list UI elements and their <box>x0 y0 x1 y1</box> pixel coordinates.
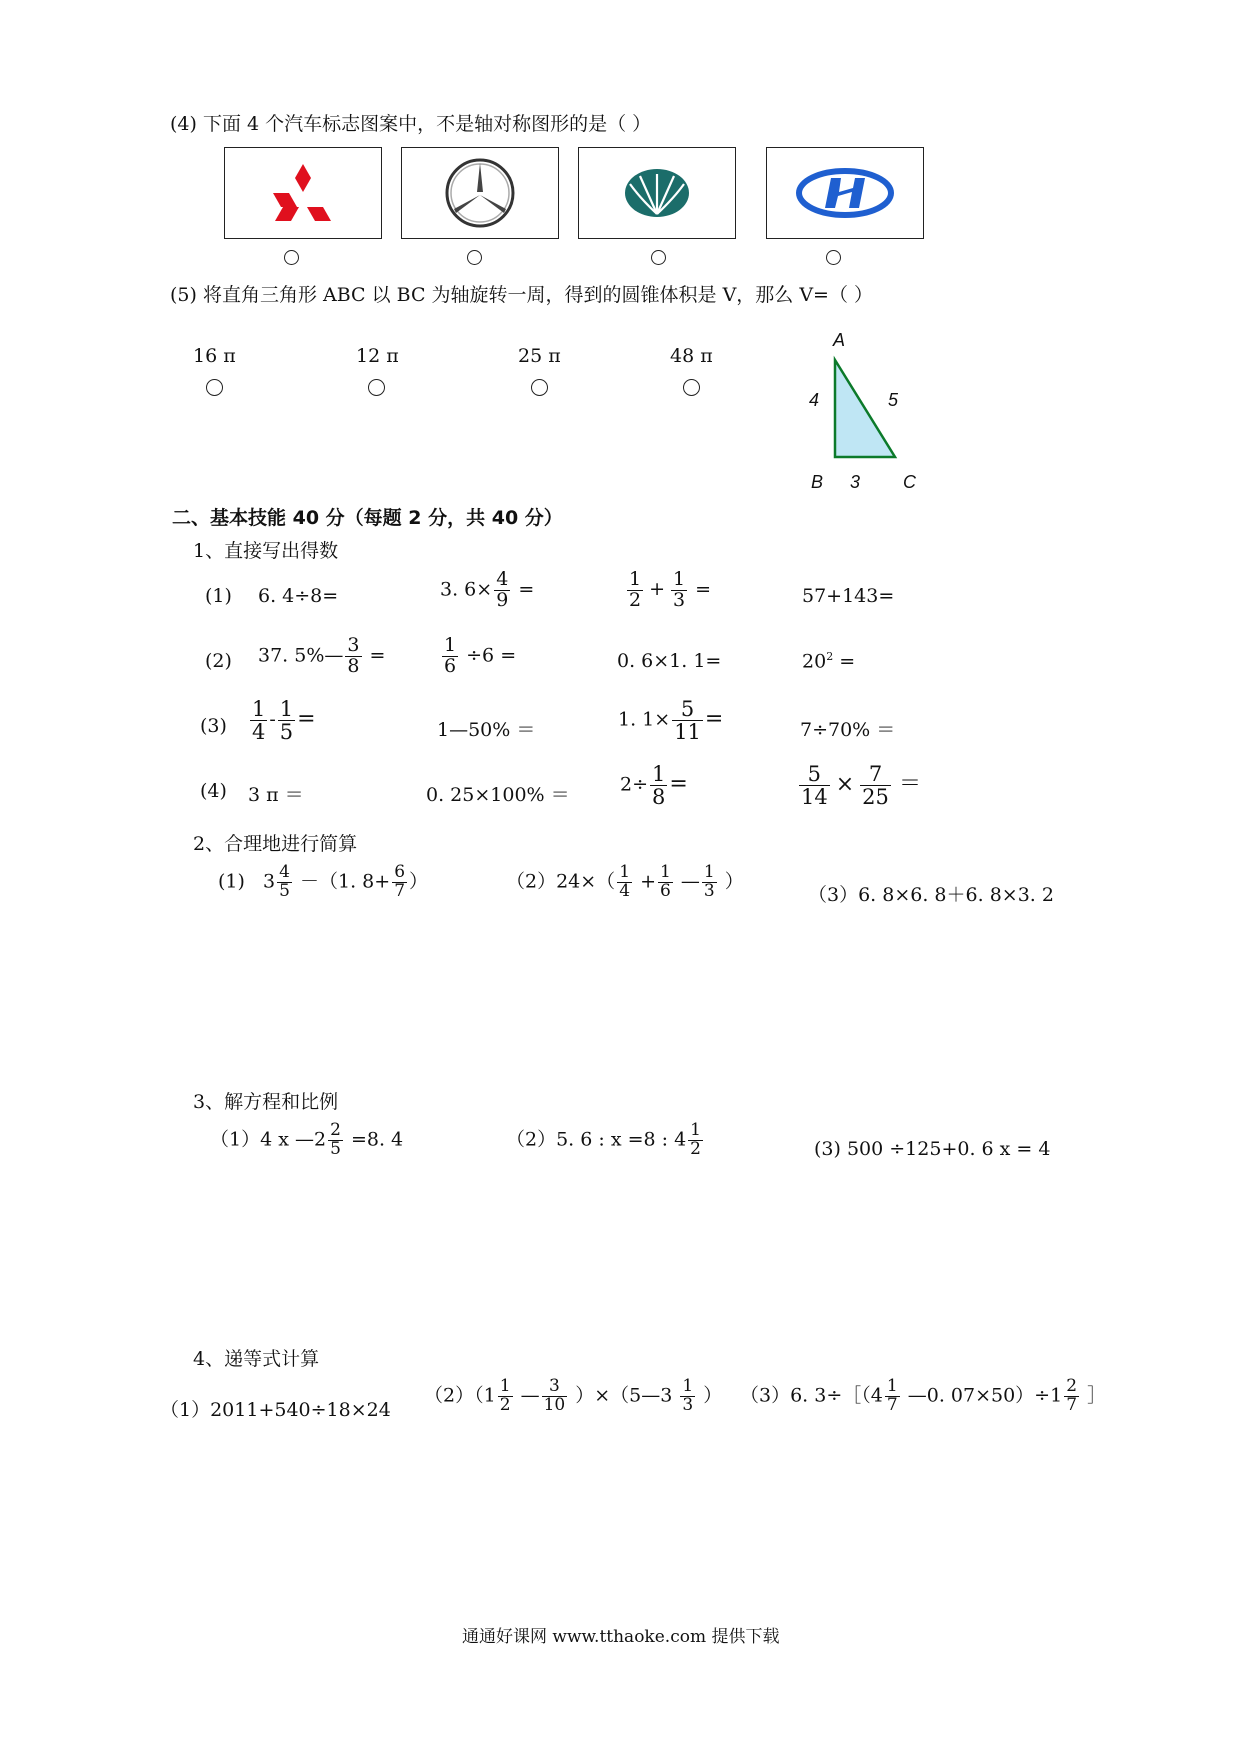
q5-option-1-radio[interactable] <box>206 379 223 396</box>
p1-r1-c: $\frac{1}{2}$ + $\frac{1}{3}$ = <box>629 568 712 611</box>
p1-r4-label: (4) <box>200 780 227 802</box>
side-ac-label: 5 <box>888 390 899 410</box>
p1-r2-d: $20^2$ = <box>802 650 856 673</box>
p1-r4-a: 3 π ＝ <box>248 784 304 806</box>
p1-r3-c: 1. 1× $\frac{5}{11}$ = <box>618 697 724 745</box>
p1-r2-c: 0. 6×1. 1= <box>617 650 722 672</box>
p4-item-3: （3）6. 3÷［（4 $\frac{1}{7}$ —0. 07×50）÷1 $\frac{2}{7}$ ］ <box>740 1376 1107 1415</box>
p1-r4-d: $\frac{5}{14}$ × $\frac{7}{25}$ ＝ <box>801 762 921 810</box>
p1-r4-b: 0. 25×100% ＝ <box>426 784 570 806</box>
p1-r1-b: 3. 6× $\frac{4}{9}$ = <box>440 568 535 611</box>
p2-item-3: （3）6. 8×6. 8＋6. 8×3. 2 <box>808 884 1054 906</box>
q5-option-4-label: 48 π <box>670 345 713 367</box>
p1-r2-a: 37. 5%— $\frac{3}{8}$ = <box>258 634 386 677</box>
q5-option-4-radio[interactable] <box>683 379 700 396</box>
p1-r1-a: 6. 4÷8= <box>258 585 339 607</box>
p2-item-1: (1) 3 $\frac{4}{5}$ －（1. 8+ $\frac{6}{7}$ ） <box>218 862 429 901</box>
logo-option-1 <box>224 147 382 239</box>
hyundai-logo-icon <box>795 166 895 220</box>
p1-r3-label: (3) <box>200 715 227 737</box>
q5-option-3-label: 25 π <box>518 345 561 367</box>
p1-r1-label: (1) <box>205 585 232 607</box>
q5-option-3-radio[interactable] <box>531 379 548 396</box>
p3-item-3: (3) 500 ÷125+0. 6 x = 4 <box>814 1138 1051 1160</box>
q5-text: (5) 将直角三角形 ABC 以 BC 为轴旋转一周，得到的圆锥体积是 V，那么 V=（ ） <box>170 284 874 306</box>
p1-r2-label: (2) <box>205 650 232 672</box>
page-footer: 通通好课网 www.tthaoke.com 提供下载 <box>462 1627 780 1647</box>
p4-item-1: （1）2011+540÷18×24 <box>160 1399 391 1421</box>
p1-r3-b: 1—50% ＝ <box>437 719 536 741</box>
q4-option-4-radio[interactable] <box>826 250 841 265</box>
logo-option-4 <box>766 147 924 239</box>
p1-r2-b: $\frac{1}{6}$ ÷6 = <box>444 634 517 677</box>
triangle-abc <box>835 360 895 457</box>
side-bc-label: 3 <box>850 472 861 492</box>
daewoo-logo-icon <box>622 166 692 220</box>
vertex-b-label: B <box>811 472 824 492</box>
p3-item-1: （1）4 x —2 $\frac{2}{5}$ =8. 4 <box>210 1120 404 1159</box>
q5-option-2-label: 12 π <box>356 345 399 367</box>
q4-text: (4) 下面 4 个汽车标志图案中，不是轴对称图形的是（ ） <box>170 113 652 135</box>
vertex-c-label: C <box>903 472 916 492</box>
p3-item-2: （2）5. 6 : x =8 : 4 $\frac{1}{2}$ <box>506 1120 701 1159</box>
p1-r1-d: 57+143= <box>802 585 895 607</box>
p1-r4-c: 2÷ $\frac{1}{8}$ = <box>620 762 688 810</box>
q4-option-2-radio[interactable] <box>467 250 482 265</box>
vertex-a-label: A <box>833 330 846 350</box>
part-1-title: 1、直接写出得数 <box>193 540 339 562</box>
logo-option-3 <box>578 147 736 239</box>
p1-r3-a: $\frac{1}{4}$ - $\frac{1}{5}$ = <box>252 697 316 745</box>
logo-option-2 <box>401 147 559 239</box>
mitsubishi-logo-icon <box>263 160 343 226</box>
p4-item-2: （2）（1 $\frac{1}{2}$ — $\frac{3}{10}$ ）×（5—3 $\frac{1}{3}$ ） <box>424 1376 723 1415</box>
q5-option-2-radio[interactable] <box>368 379 385 396</box>
part-3-title: 3、解方程和比例 <box>193 1091 339 1113</box>
q4-option-1-radio[interactable] <box>284 250 299 265</box>
q5-option-1-label: 16 π <box>193 345 236 367</box>
side-ab-label: 4 <box>809 390 820 410</box>
part-2-title: 2、合理地进行简算 <box>193 833 358 855</box>
section-2-title: 二、基本技能 40 分（每题 2 分，共 40 分） <box>172 507 563 529</box>
part-4-title: 4、递等式计算 <box>193 1348 320 1370</box>
q4-option-3-radio[interactable] <box>651 250 666 265</box>
mercedes-logo-icon <box>442 155 518 231</box>
p1-r3-d: 7÷70% ＝ <box>800 719 896 741</box>
p2-item-2: （2）24×（ $\frac{1}{4}$ + $\frac{1}{6}$ — $\frac{1}{3}$ ） <box>506 862 744 901</box>
